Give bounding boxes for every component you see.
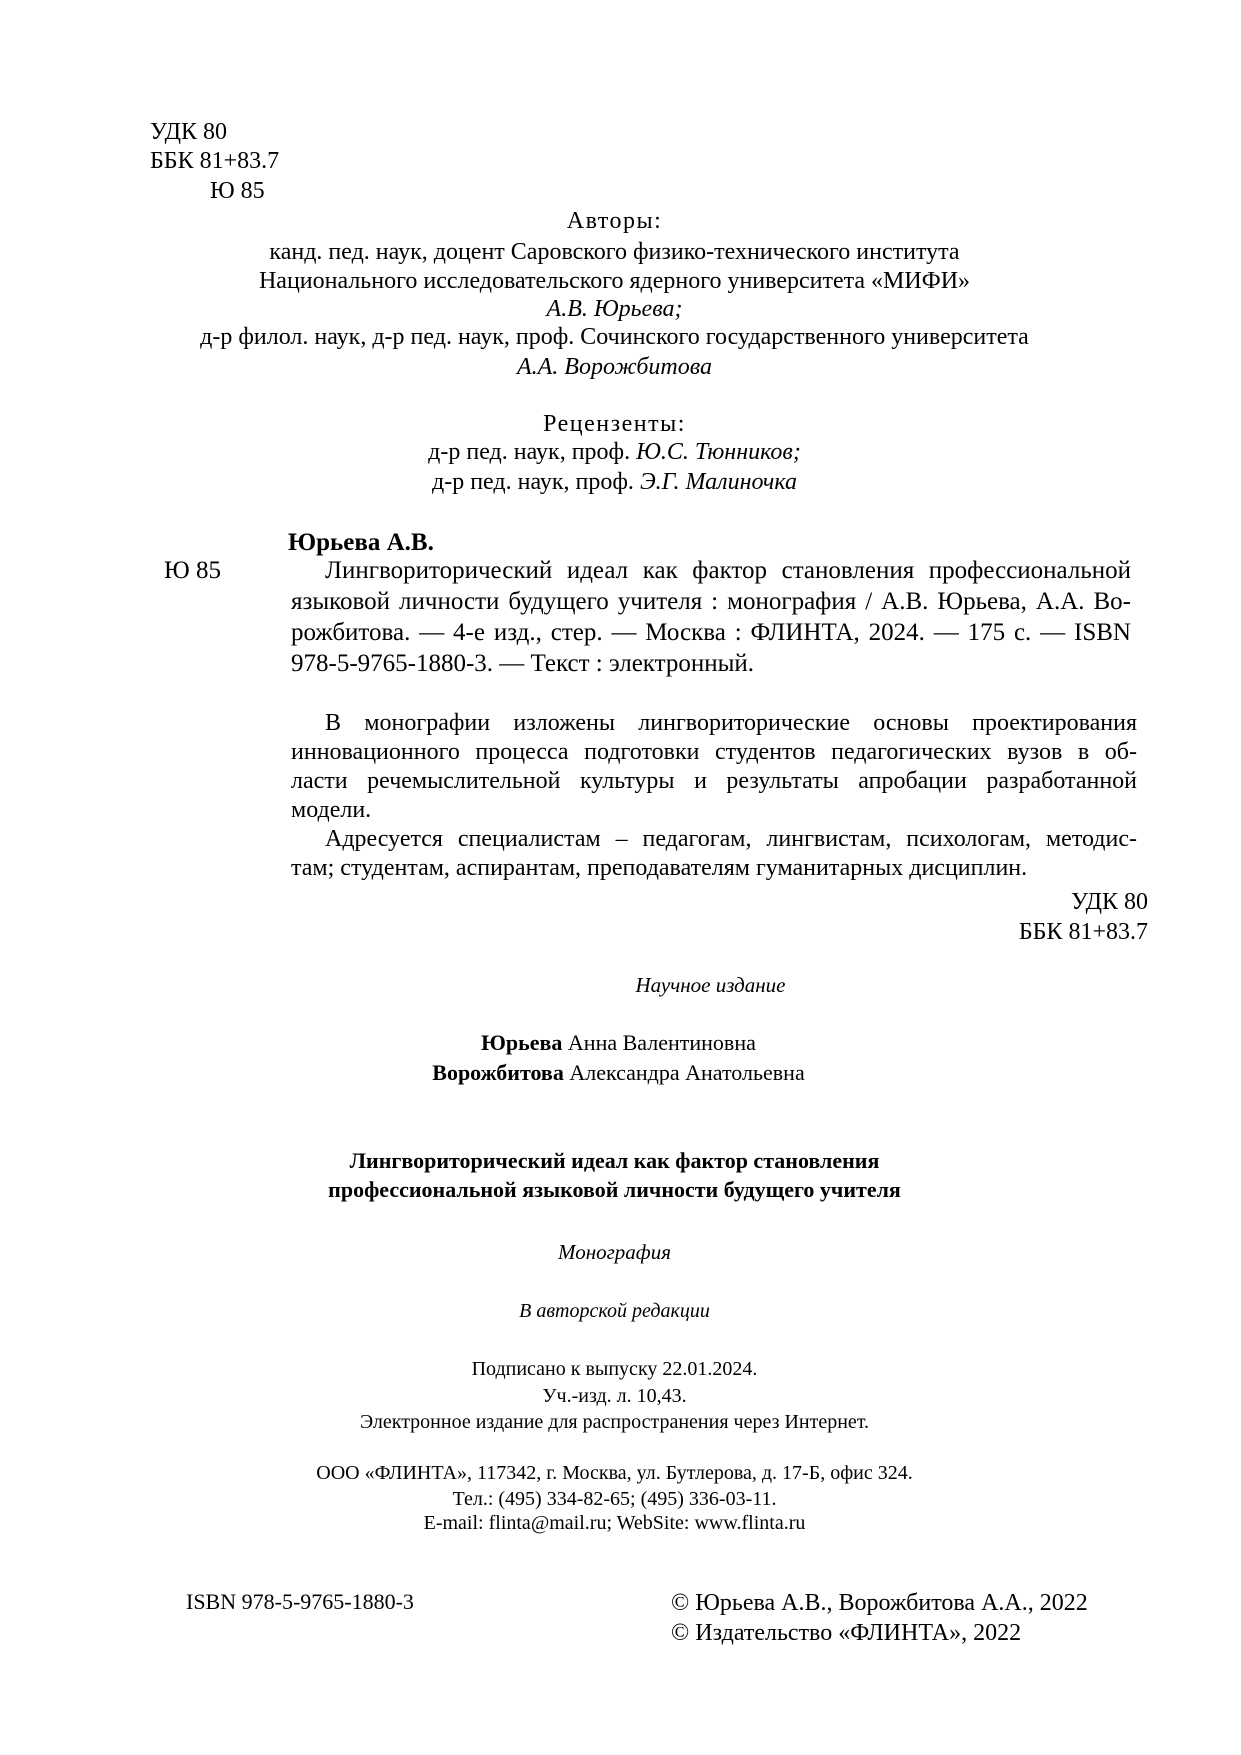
bib-line: Лингвориторический идеал как фактор становления профессиональной (325, 557, 1131, 584)
reviewers-heading: Рецензенты: (543, 411, 686, 437)
reviewer-1 (0, 437, 1235, 467)
publisher-address: ООО «ФЛИНТА», 117342, г. Москва, ул. Бутлерова, д. 17-Б, офис 324. (316, 1462, 913, 1484)
udk-code: УДК 80 (150, 119, 227, 145)
reviewer-2-name: Э.Г. Малиночка (639, 469, 797, 495)
author-full-1 (0, 1028, 1239, 1058)
copyright-authors: © Юрьева А.В., Ворожбитова А.А., 2022 (671, 1590, 1088, 1616)
bibliographic-author: Юрьева А.В. (288, 529, 434, 556)
abstract-line: В монографии изложены лингвориторические основы проектирования (325, 710, 1137, 736)
copyright-publisher: © Издательство «ФЛИНТА», 2022 (671, 1620, 1022, 1646)
publisher-sheets: Уч.-изд. л. 10,43. (542, 1385, 687, 1407)
abstract-line: модели. (291, 797, 372, 823)
bbk-code: ББК 81+83.7 (150, 148, 280, 174)
abstract-line: там; студентам, аспирантам, преподавателям гуманитарных дисциплин. (291, 855, 1028, 881)
bibliographic-description (291, 556, 1131, 679)
reviewer-1-name: Ю.С. Тюнников; (636, 439, 801, 465)
abstract-udk: УДК 80 (1071, 889, 1148, 915)
author1-name: А.В. Юрьева; (546, 296, 683, 322)
publisher-contacts: E-mail: flinta@mail.ru; WebSite: www.flinta.ru (423, 1512, 806, 1534)
reviewer-1-degree: д-р пед. наук, проф. (428, 439, 631, 465)
author-sign: Ю 85 (210, 178, 265, 204)
author1-affiliation-2: Национального исследовательского ядерного университета «МИФИ» (258, 268, 971, 294)
author-1-given: Анна Валентиновна (567, 1030, 756, 1055)
genre: Монография (558, 1240, 671, 1264)
abstract-line: ласти речемыслительной культуры и результаты апробации разработанной (291, 768, 1137, 794)
bib-line: языковой личности будущего учителя : монография / А.В. Юрьева, А.А. Во- (291, 588, 1131, 615)
author-2-given: Александра Анатольевна (569, 1060, 805, 1085)
edition-type: Научное издание (635, 973, 786, 997)
author2-name: А.А. Ворожбитова (516, 354, 713, 380)
isbn: ISBN 978-5-9765-1880-3 (186, 1589, 414, 1614)
abstract-bbk: ББК 81+83.7 (1018, 919, 1148, 945)
abstract-line: инновационного процесса подготовки студентов педагогических вузов в об- (291, 739, 1137, 765)
book-title-line-2: профессиональной языковой личности будущего учителя (328, 1177, 901, 1202)
author-full-2 (0, 1058, 1239, 1088)
book-title-line-1: Лингвориторический идеал как фактор становления (349, 1148, 880, 1173)
publisher-phone: Тел.: (495) 334-82-65; (495) 336-03-11. (452, 1488, 777, 1510)
author-1-surname: Юрьева (481, 1030, 563, 1055)
editorial-note: В авторской редакции (519, 1300, 710, 1322)
abstract-text (291, 708, 1137, 882)
electronic-edition-note: Электронное издание для распространения через Интернет. (359, 1411, 870, 1433)
abstract-line: Адресуется специалистам – педагогам, лингвистам, психологам, методис- (325, 826, 1137, 852)
reviewer-2 (0, 467, 1235, 497)
author2-affiliation: д-р филол. наук, д-р пед. наук, проф. Сочинского государственного университета (200, 324, 1029, 350)
reviewer-2-degree: д-р пед. наук, проф. (432, 469, 634, 495)
bib-line: рожбитова. — 4-е изд., стер. — Москва : ФЛИНТА, 2024. — 175 с. — ISBN (291, 619, 1131, 646)
bibliographic-sign: Ю 85 (164, 557, 221, 584)
author-2-surname: Ворожбитова (432, 1060, 564, 1085)
authors-heading: Авторы: (566, 208, 663, 234)
signed-date: Подписано к выпуску 22.01.2024. (471, 1358, 758, 1380)
author1-affiliation: канд. пед. наук, доцент Саровского физико-технического института (269, 239, 960, 265)
bib-line: 978-5-9765-1880-3. — Текст : электронный. (291, 650, 755, 677)
